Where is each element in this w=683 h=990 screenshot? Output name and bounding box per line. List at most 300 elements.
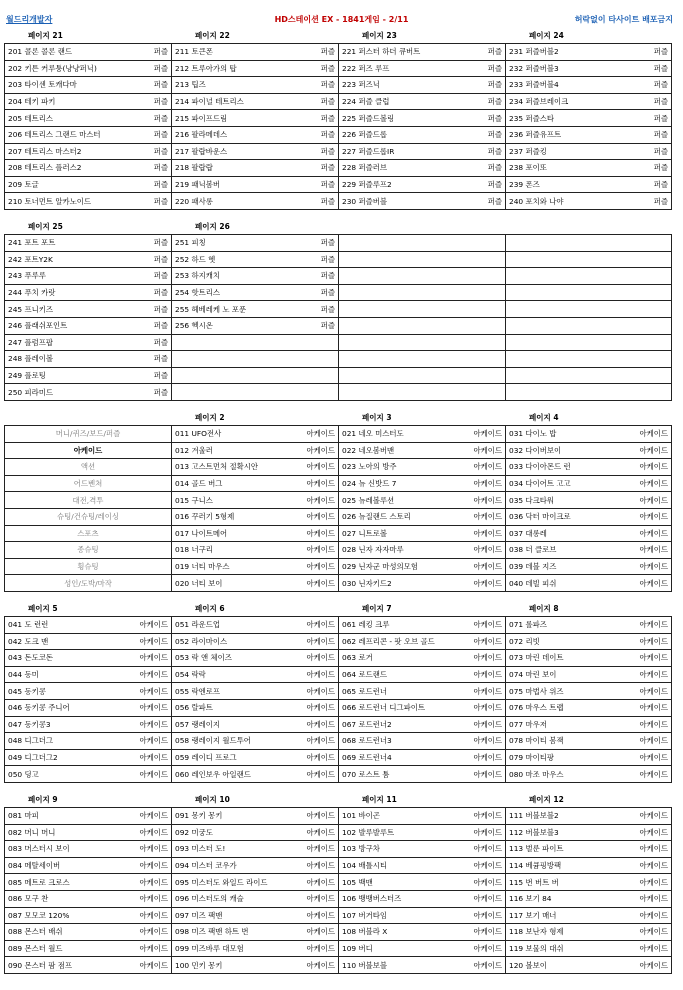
game-genre: 아케이드 <box>139 811 168 821</box>
game-cell[interactable] <box>339 766 506 783</box>
table-row <box>5 874 672 891</box>
game-title: 202 키튼 커루퉁(냥냥퍼닉) <box>8 63 97 73</box>
game-cell[interactable] <box>506 749 672 766</box>
category-item[interactable]: 아케이드 <box>5 442 172 459</box>
game-entry <box>339 351 505 366</box>
game-cell[interactable] <box>5 143 172 160</box>
game-genre: 아케이드 <box>473 636 502 646</box>
game-title: 018 너구리 <box>175 545 213 555</box>
game-cell[interactable] <box>339 716 506 733</box>
game-cell[interactable] <box>172 77 339 94</box>
game-cell[interactable] <box>339 93 506 110</box>
category-item[interactable]: 슈팅/건슈팅/레이싱 <box>5 508 172 525</box>
game-cell[interactable] <box>339 251 506 268</box>
game-genre: 아케이드 <box>306 719 335 729</box>
game-genre: 아케이드 <box>473 811 502 821</box>
game-genre: 아케이드 <box>473 479 502 489</box>
notice-link[interactable]: 허락없이 타사이트 배포금지 <box>574 15 673 24</box>
category-item[interactable]: 스포츠 <box>5 525 172 542</box>
game-cell[interactable] <box>506 666 672 683</box>
game-genre: 아케이드 <box>473 844 502 854</box>
page-heading: 페이지 5 <box>28 604 58 613</box>
author-link[interactable]: 월드리개발자 <box>6 15 53 24</box>
game-cell[interactable] <box>172 650 339 667</box>
game-cell[interactable] <box>506 650 672 667</box>
game-title: 205 테트리스 <box>8 113 54 123</box>
game-cell[interactable] <box>506 426 672 443</box>
game-cell[interactable] <box>339 334 506 351</box>
game-cell[interactable] <box>5 317 172 334</box>
game-title: 078 마이티 봄잭 <box>509 736 564 746</box>
game-title: 063 로거 <box>342 653 373 663</box>
game-cell[interactable] <box>506 890 672 907</box>
game-cell[interactable] <box>339 384 506 401</box>
page-header-row <box>4 602 671 616</box>
game-cell[interactable] <box>172 749 339 766</box>
game-cell[interactable] <box>5 351 172 368</box>
game-title: 022 네오봄버맨 <box>342 445 395 455</box>
game-cell[interactable] <box>5 699 172 716</box>
game-cell[interactable] <box>339 160 506 177</box>
game-cell[interactable] <box>172 957 339 974</box>
game-title: 066 로드런너 디그파이트 <box>342 703 426 713</box>
game-cell[interactable] <box>5 766 172 783</box>
game-cell[interactable] <box>339 77 506 94</box>
game-cell[interactable] <box>172 160 339 177</box>
game-cell[interactable] <box>5 235 172 252</box>
game-cell[interactable] <box>5 824 172 841</box>
game-cell[interactable] <box>339 824 506 841</box>
game-entry <box>172 335 338 350</box>
game-cell[interactable] <box>5 334 172 351</box>
game-title: 254 핫트리스 <box>175 288 221 298</box>
game-cell[interactable] <box>5 251 172 268</box>
game-cell[interactable] <box>5 160 172 177</box>
game-cell[interactable] <box>339 699 506 716</box>
game-entry <box>506 650 671 665</box>
game-genre: 아케이드 <box>639 653 668 663</box>
game-cell[interactable] <box>339 525 506 542</box>
game-title: 118 보난자 형제 <box>509 927 564 937</box>
game-genre: 퍼즐 <box>153 63 168 73</box>
game-cell[interactable] <box>172 426 339 443</box>
game-entry <box>172 177 338 192</box>
game-cell[interactable] <box>5 841 172 858</box>
game-cell[interactable] <box>172 558 339 575</box>
game-cell[interactable] <box>5 683 172 700</box>
game-cell[interactable] <box>5 666 172 683</box>
category-item[interactable]: 머니/퀴즈/보드/퍼즐 <box>5 426 172 443</box>
table-row <box>5 334 672 351</box>
game-title: 210 토너먼트 알카노이드 <box>8 196 92 206</box>
game-genre: 퍼즐 <box>153 238 168 248</box>
game-cell[interactable] <box>172 824 339 841</box>
game-cell[interactable] <box>5 193 172 210</box>
game-cell[interactable] <box>339 301 506 318</box>
game-cell[interactable] <box>5 384 172 401</box>
game-cell[interactable] <box>172 633 339 650</box>
game-cell[interactable] <box>506 766 672 783</box>
game-cell[interactable] <box>339 957 506 974</box>
game-cell[interactable] <box>172 284 339 301</box>
game-entry <box>172 767 338 782</box>
game-cell[interactable] <box>172 351 339 368</box>
game-cell[interactable] <box>339 874 506 891</box>
game-cell[interactable] <box>5 857 172 874</box>
game-cell[interactable] <box>339 617 506 634</box>
game-cell[interactable] <box>506 334 672 351</box>
game-cell[interactable] <box>172 110 339 127</box>
game-cell[interactable] <box>339 666 506 683</box>
game-entry <box>506 858 671 873</box>
game-cell[interactable] <box>339 351 506 368</box>
game-cell[interactable] <box>5 940 172 957</box>
game-cell[interactable] <box>506 492 672 509</box>
game-title: 087 모모코 120% <box>8 910 70 920</box>
game-cell[interactable] <box>5 44 172 61</box>
game-cell[interactable] <box>172 44 339 61</box>
game-title: 248 플레이볼 <box>8 354 54 364</box>
page-heading: 페이지 10 <box>195 795 230 804</box>
page-heading: 페이지 22 <box>195 31 230 40</box>
table-row <box>5 940 672 957</box>
game-cell[interactable] <box>339 442 506 459</box>
game-title: 089 몬스터 월드 <box>8 944 63 954</box>
game-genre: 아케이드 <box>306 578 335 588</box>
table-row <box>5 284 672 301</box>
game-cell[interactable] <box>506 459 672 476</box>
game-cell[interactable] <box>172 716 339 733</box>
game-cell[interactable] <box>339 284 506 301</box>
game-cell[interactable] <box>172 334 339 351</box>
game-cell[interactable] <box>5 924 172 941</box>
game-cell[interactable] <box>506 924 672 941</box>
game-cell[interactable] <box>506 841 672 858</box>
game-cell[interactable] <box>506 542 672 559</box>
category-item[interactable]: 어드벤쳐 <box>5 475 172 492</box>
game-cell[interactable] <box>339 235 506 252</box>
game-cell[interactable] <box>506 808 672 825</box>
game-cell[interactable] <box>5 268 172 285</box>
game-genre: 아케이드 <box>306 769 335 779</box>
game-cell[interactable] <box>172 907 339 924</box>
game-cell[interactable] <box>172 126 339 143</box>
game-entry <box>506 268 671 283</box>
game-genre: 퍼즐 <box>487 163 502 173</box>
game-title: 234 퍼즐브레이크 <box>509 97 569 107</box>
game-entry <box>172 825 338 840</box>
category-item[interactable]: 종슈팅 <box>5 542 172 559</box>
game-cell[interactable] <box>339 749 506 766</box>
game-cell[interactable] <box>339 126 506 143</box>
table-row <box>5 176 672 193</box>
game-entry <box>339 493 505 508</box>
game-cell[interactable] <box>339 650 506 667</box>
game-cell[interactable] <box>339 508 506 525</box>
game-cell[interactable] <box>172 268 339 285</box>
game-title: 242 포트Y2K <box>8 254 53 264</box>
game-cell[interactable] <box>339 44 506 61</box>
page-heading: 페이지 11 <box>362 795 397 804</box>
game-cell[interactable] <box>339 907 506 924</box>
game-entry <box>172 77 338 92</box>
game-cell[interactable] <box>172 384 339 401</box>
game-entry <box>339 684 505 699</box>
game-genre: 아케이드 <box>639 827 668 837</box>
game-cell[interactable] <box>172 940 339 957</box>
game-cell[interactable] <box>339 575 506 592</box>
game-cell[interactable] <box>5 126 172 143</box>
game-cell[interactable] <box>339 542 506 559</box>
game-cell[interactable] <box>172 508 339 525</box>
game-cell[interactable] <box>172 176 339 193</box>
game-cell[interactable] <box>172 235 339 252</box>
game-cell[interactable] <box>506 940 672 957</box>
game-genre: 퍼즐 <box>153 271 168 281</box>
game-cell[interactable] <box>339 60 506 77</box>
game-cell[interactable] <box>172 575 339 592</box>
game-cell[interactable] <box>5 716 172 733</box>
game-entry <box>506 459 671 474</box>
game-cell[interactable] <box>506 683 672 700</box>
game-entry <box>5 941 171 956</box>
game-genre: 아케이드 <box>139 686 168 696</box>
game-cell[interactable] <box>5 110 172 127</box>
game-cell[interactable] <box>506 126 672 143</box>
game-cell[interactable] <box>172 193 339 210</box>
game-cell[interactable] <box>506 176 672 193</box>
table-row <box>5 841 672 858</box>
game-entry <box>172 526 338 541</box>
game-cell[interactable] <box>339 857 506 874</box>
game-cell[interactable] <box>5 808 172 825</box>
game-cell[interactable] <box>506 60 672 77</box>
game-cell[interactable] <box>5 733 172 750</box>
game-cell[interactable] <box>339 193 506 210</box>
game-cell[interactable] <box>172 617 339 634</box>
game-cell[interactable] <box>172 301 339 318</box>
game-cell[interactable] <box>506 44 672 61</box>
category-item[interactable]: 횡슈팅 <box>5 558 172 575</box>
game-cell[interactable] <box>506 143 672 160</box>
game-cell[interactable] <box>5 617 172 634</box>
game-cell[interactable] <box>5 874 172 891</box>
game-cell[interactable] <box>506 907 672 924</box>
game-genre: 아케이드 <box>306 877 335 887</box>
game-cell[interactable] <box>506 874 672 891</box>
game-cell[interactable] <box>339 890 506 907</box>
game-genre: 퍼즐 <box>653 80 668 90</box>
game-title: 231 퍼즐버블2 <box>509 47 559 57</box>
game-cell[interactable] <box>339 492 506 509</box>
game-cell[interactable] <box>172 890 339 907</box>
table-row <box>5 558 672 575</box>
game-entry <box>5 385 171 400</box>
game-cell[interactable] <box>506 857 672 874</box>
game-cell[interactable] <box>506 617 672 634</box>
game-entry <box>5 318 171 333</box>
game-genre: 아케이드 <box>473 686 502 696</box>
game-cell[interactable] <box>339 841 506 858</box>
game-cell[interactable] <box>506 235 672 252</box>
game-cell[interactable] <box>5 633 172 650</box>
game-cell[interactable] <box>5 907 172 924</box>
game-cell[interactable] <box>506 193 672 210</box>
table-row <box>5 143 672 160</box>
game-cell[interactable] <box>506 93 672 110</box>
game-cell[interactable] <box>506 301 672 318</box>
game-cell[interactable] <box>506 957 672 974</box>
category-item[interactable]: 대전,격투 <box>5 492 172 509</box>
game-cell[interactable] <box>172 143 339 160</box>
game-cell[interactable] <box>5 749 172 766</box>
game-cell[interactable] <box>506 251 672 268</box>
game-cell[interactable] <box>172 874 339 891</box>
game-table <box>4 43 672 210</box>
game-cell[interactable] <box>506 633 672 650</box>
game-cell[interactable] <box>506 508 672 525</box>
game-title: 119 보물의 대쉬 <box>509 944 564 954</box>
game-cell[interactable] <box>339 683 506 700</box>
game-cell[interactable] <box>506 384 672 401</box>
game-cell[interactable] <box>339 733 506 750</box>
game-cell[interactable] <box>506 268 672 285</box>
game-cell[interactable] <box>172 317 339 334</box>
game-cell[interactable] <box>5 176 172 193</box>
game-cell[interactable] <box>172 251 339 268</box>
game-cell[interactable] <box>339 808 506 825</box>
game-genre: 아케이드 <box>639 927 668 937</box>
game-cell[interactable] <box>339 110 506 127</box>
game-cell[interactable] <box>339 459 506 476</box>
game-cell[interactable] <box>172 683 339 700</box>
game-cell[interactable] <box>506 367 672 384</box>
game-title: 232 퍼즐버블3 <box>509 63 559 73</box>
game-cell[interactable] <box>339 176 506 193</box>
game-cell[interactable] <box>339 633 506 650</box>
game-genre: 아케이드 <box>306 910 335 920</box>
game-cell[interactable] <box>506 733 672 750</box>
game-cell[interactable] <box>339 367 506 384</box>
game-cell[interactable] <box>5 93 172 110</box>
game-cell[interactable] <box>5 301 172 318</box>
game-title: 093 미스터 도! <box>175 844 226 854</box>
game-cell[interactable] <box>339 317 506 334</box>
game-cell[interactable] <box>172 766 339 783</box>
game-cell[interactable] <box>339 475 506 492</box>
game-cell[interactable] <box>172 93 339 110</box>
game-cell[interactable] <box>506 317 672 334</box>
game-cell[interactable] <box>172 841 339 858</box>
game-cell[interactable] <box>339 940 506 957</box>
game-title: 243 푸루루 <box>8 271 46 281</box>
game-cell[interactable] <box>5 60 172 77</box>
game-cell[interactable] <box>172 666 339 683</box>
game-genre: 아케이드 <box>306 894 335 904</box>
game-title: 038 더 클로브 <box>509 545 557 555</box>
game-entry <box>506 285 671 300</box>
game-cell[interactable] <box>506 77 672 94</box>
game-cell[interactable] <box>5 284 172 301</box>
game-entry <box>339 177 505 192</box>
game-entry <box>5 160 171 175</box>
game-cell[interactable] <box>506 110 672 127</box>
game-entry <box>172 385 338 400</box>
game-genre: 퍼즐 <box>320 146 335 156</box>
game-title: 098 미즈 팩맨 하트 번 <box>175 927 249 937</box>
game-cell[interactable] <box>506 716 672 733</box>
game-genre: 아케이드 <box>139 769 168 779</box>
game-cell[interactable] <box>339 426 506 443</box>
game-cell[interactable] <box>5 650 172 667</box>
game-cell[interactable] <box>339 924 506 941</box>
game-title: 084 메탈세이버 <box>8 861 61 871</box>
game-entry <box>172 268 338 283</box>
category-item[interactable]: 성인/도박/마작 <box>5 575 172 592</box>
game-entry <box>172 958 338 973</box>
game-genre: 퍼즐 <box>153 387 168 397</box>
game-cell[interactable] <box>339 268 506 285</box>
game-genre: 퍼즐 <box>487 80 502 90</box>
game-cell[interactable] <box>506 575 672 592</box>
game-genre: 아케이드 <box>139 670 168 680</box>
game-genre: 아케이드 <box>639 562 668 572</box>
game-cell[interactable] <box>172 808 339 825</box>
game-cell[interactable] <box>506 351 672 368</box>
game-cell[interactable] <box>5 367 172 384</box>
game-cell[interactable] <box>339 143 506 160</box>
game-cell[interactable] <box>172 442 339 459</box>
game-cell[interactable] <box>172 525 339 542</box>
game-cell[interactable] <box>172 60 339 77</box>
game-cell[interactable] <box>506 824 672 841</box>
game-entry <box>506 617 671 632</box>
table-row <box>5 924 672 941</box>
game-cell[interactable] <box>506 699 672 716</box>
category-item[interactable]: 액션 <box>5 459 172 476</box>
game-cell[interactable] <box>506 525 672 542</box>
game-cell[interactable] <box>172 492 339 509</box>
game-cell[interactable] <box>506 160 672 177</box>
game-cell[interactable] <box>172 475 339 492</box>
game-cell[interactable] <box>5 957 172 974</box>
game-cell[interactable] <box>172 542 339 559</box>
game-entry <box>172 891 338 906</box>
game-genre: 퍼즐 <box>320 288 335 298</box>
game-title: 233 퍼즐버블4 <box>509 80 559 90</box>
game-entry <box>339 875 505 890</box>
game-cell[interactable] <box>339 558 506 575</box>
game-cell[interactable] <box>172 367 339 384</box>
game-genre: 아케이드 <box>639 910 668 920</box>
game-cell[interactable] <box>172 857 339 874</box>
game-cell[interactable] <box>172 459 339 476</box>
game-cell[interactable] <box>506 442 672 459</box>
game-genre: 아케이드 <box>473 960 502 970</box>
game-cell[interactable] <box>506 284 672 301</box>
game-cell[interactable] <box>506 558 672 575</box>
game-cell[interactable] <box>5 890 172 907</box>
game-genre: 아케이드 <box>639 545 668 555</box>
game-cell[interactable] <box>5 77 172 94</box>
game-cell[interactable] <box>172 699 339 716</box>
game-cell[interactable] <box>172 733 339 750</box>
game-entry <box>172 924 338 939</box>
page-heading: 페이지 3 <box>362 413 392 422</box>
game-cell[interactable] <box>172 924 339 941</box>
game-entry <box>506 302 671 317</box>
game-cell[interactable] <box>506 475 672 492</box>
